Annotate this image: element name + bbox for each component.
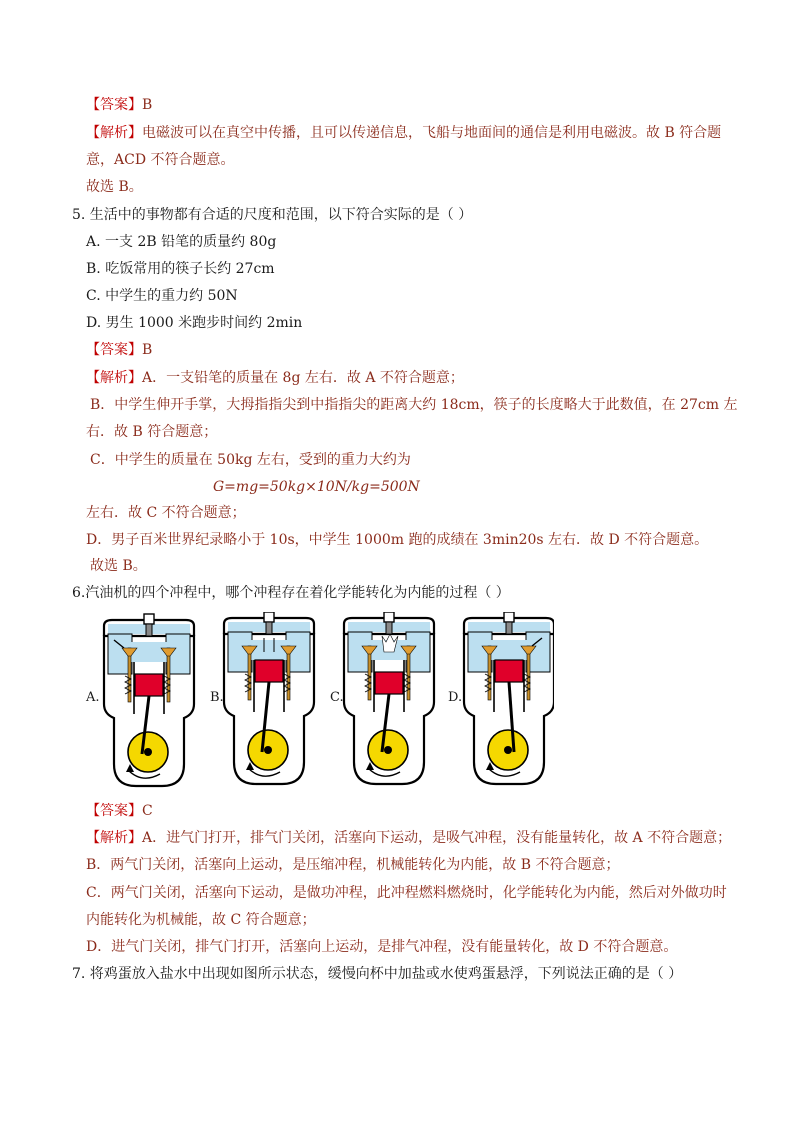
q5-analysis-d: D．男子百米世界纪录略小于 10s，中学生 1000m 跑的成绩在 3min20s 左右．故 D 不符合题意。 [86, 532, 709, 548]
answer-value: C [142, 803, 153, 819]
q4-conclusion: 故选 B。 [86, 179, 143, 195]
q6-answer-line [86, 802, 153, 820]
answer-value: B [142, 342, 153, 358]
answer-value: B [142, 97, 153, 113]
q4-analysis-line2: 意，ACD 不符合题意。 [86, 152, 235, 168]
q5-analysis-b1: B．中学生伸开手掌，大拇指指尖到中指指尖的距离大约 18cm，筷子的长度略大于此数值，在 27cm 左 [90, 397, 738, 413]
q4-analysis-line1 [86, 124, 721, 142]
answer-tag: 【答案】 [86, 342, 142, 358]
q5-analysis-b2: 右．故 B 符合题意； [86, 424, 218, 440]
analysis-tag: 【解析】 [86, 830, 142, 846]
answer-tag: 【答案】 [86, 803, 142, 819]
engine-d-diagram [464, 612, 554, 784]
analysis-text: A．一支铅笔的质量在 8g 左右．故 A 不符合题意； [142, 370, 464, 386]
q5-analysis-c2: 左右．故 C 不符合题意； [86, 505, 246, 521]
q6-stem: 6.汽油机的四个冲程中，哪个冲程存在着化学能转化为内能的过程（ ） [72, 585, 510, 601]
engine-strokes-figure [84, 612, 554, 792]
engine-label-a: A. [86, 690, 100, 705]
q6-analysis-d: D．进气门关闭，排气门打开，活塞向上运动，是排气冲程，没有能量转化，故 D 不符合题意。 [86, 939, 678, 955]
engine-b-diagram [224, 612, 314, 784]
engine-a-diagram [104, 614, 194, 786]
q5-formula: G=mg=50kg×10N/kg=500N [213, 479, 420, 495]
q5-option-b: B. 吃饭常用的筷子长约 27cm [86, 261, 275, 277]
engine-label-b: B. [210, 690, 224, 705]
q5-analysis-a [86, 369, 464, 387]
analysis-text: A．进气门打开，排气门关闭，活塞向下运动，是吸气冲程，没有能量转化，故 A 不符合题意； [142, 830, 732, 846]
q5-stem: 5. 生活中的事物都有合适的尺度和范围，以下符合实际的是（ ） [72, 207, 473, 223]
q6-analysis-a [86, 829, 731, 847]
q7-stem: 7. 将鸡蛋放入盐水中出现如图所示状态，缓慢向杯中加盐或水使鸡蛋悬浮，下列说法正确的是（ ） [72, 966, 683, 982]
q5-analysis-c1: C．中学生的质量在 50kg 左右，受到的重力大约为 [90, 452, 411, 468]
q6-analysis-b: B．两气门关闭，活塞向上运动，是压缩冲程，机械能转化为内能，故 B 不符合题意； [86, 857, 620, 873]
analysis-text: 电磁波可以在真空中传播，且可以传递信息，飞船与地面间的通信是利用电磁波。故 B 符合题 [142, 125, 722, 141]
analysis-tag: 【解析】 [86, 370, 142, 386]
analysis-tag: 【解析】 [86, 125, 142, 141]
q5-option-d: D. 男生 1000 米跑步时间约 2min [86, 315, 303, 331]
q4-answer-line [86, 96, 152, 114]
engine-label-d: D. [448, 690, 463, 705]
q5-conclusion: 故选 B。 [90, 558, 147, 574]
answer-tag: 【答案】 [86, 97, 142, 113]
q5-option-c: C. 中学生的重力约 50N [86, 288, 238, 304]
engine-label-c: C. [330, 690, 344, 705]
q5-option-a: A. 一支 2B 铅笔的质量约 80g [86, 234, 277, 250]
q6-analysis-c2: 内能转化为机械能，故 C 符合题意； [86, 912, 316, 928]
q5-answer-line [86, 341, 152, 359]
engine-c-diagram [344, 612, 434, 784]
q6-analysis-c1: C．两气门关闭，活塞向下运动，是做功冲程，此冲程燃料燃烧时，化学能转化为内能，然后对外做功时 [86, 885, 727, 901]
